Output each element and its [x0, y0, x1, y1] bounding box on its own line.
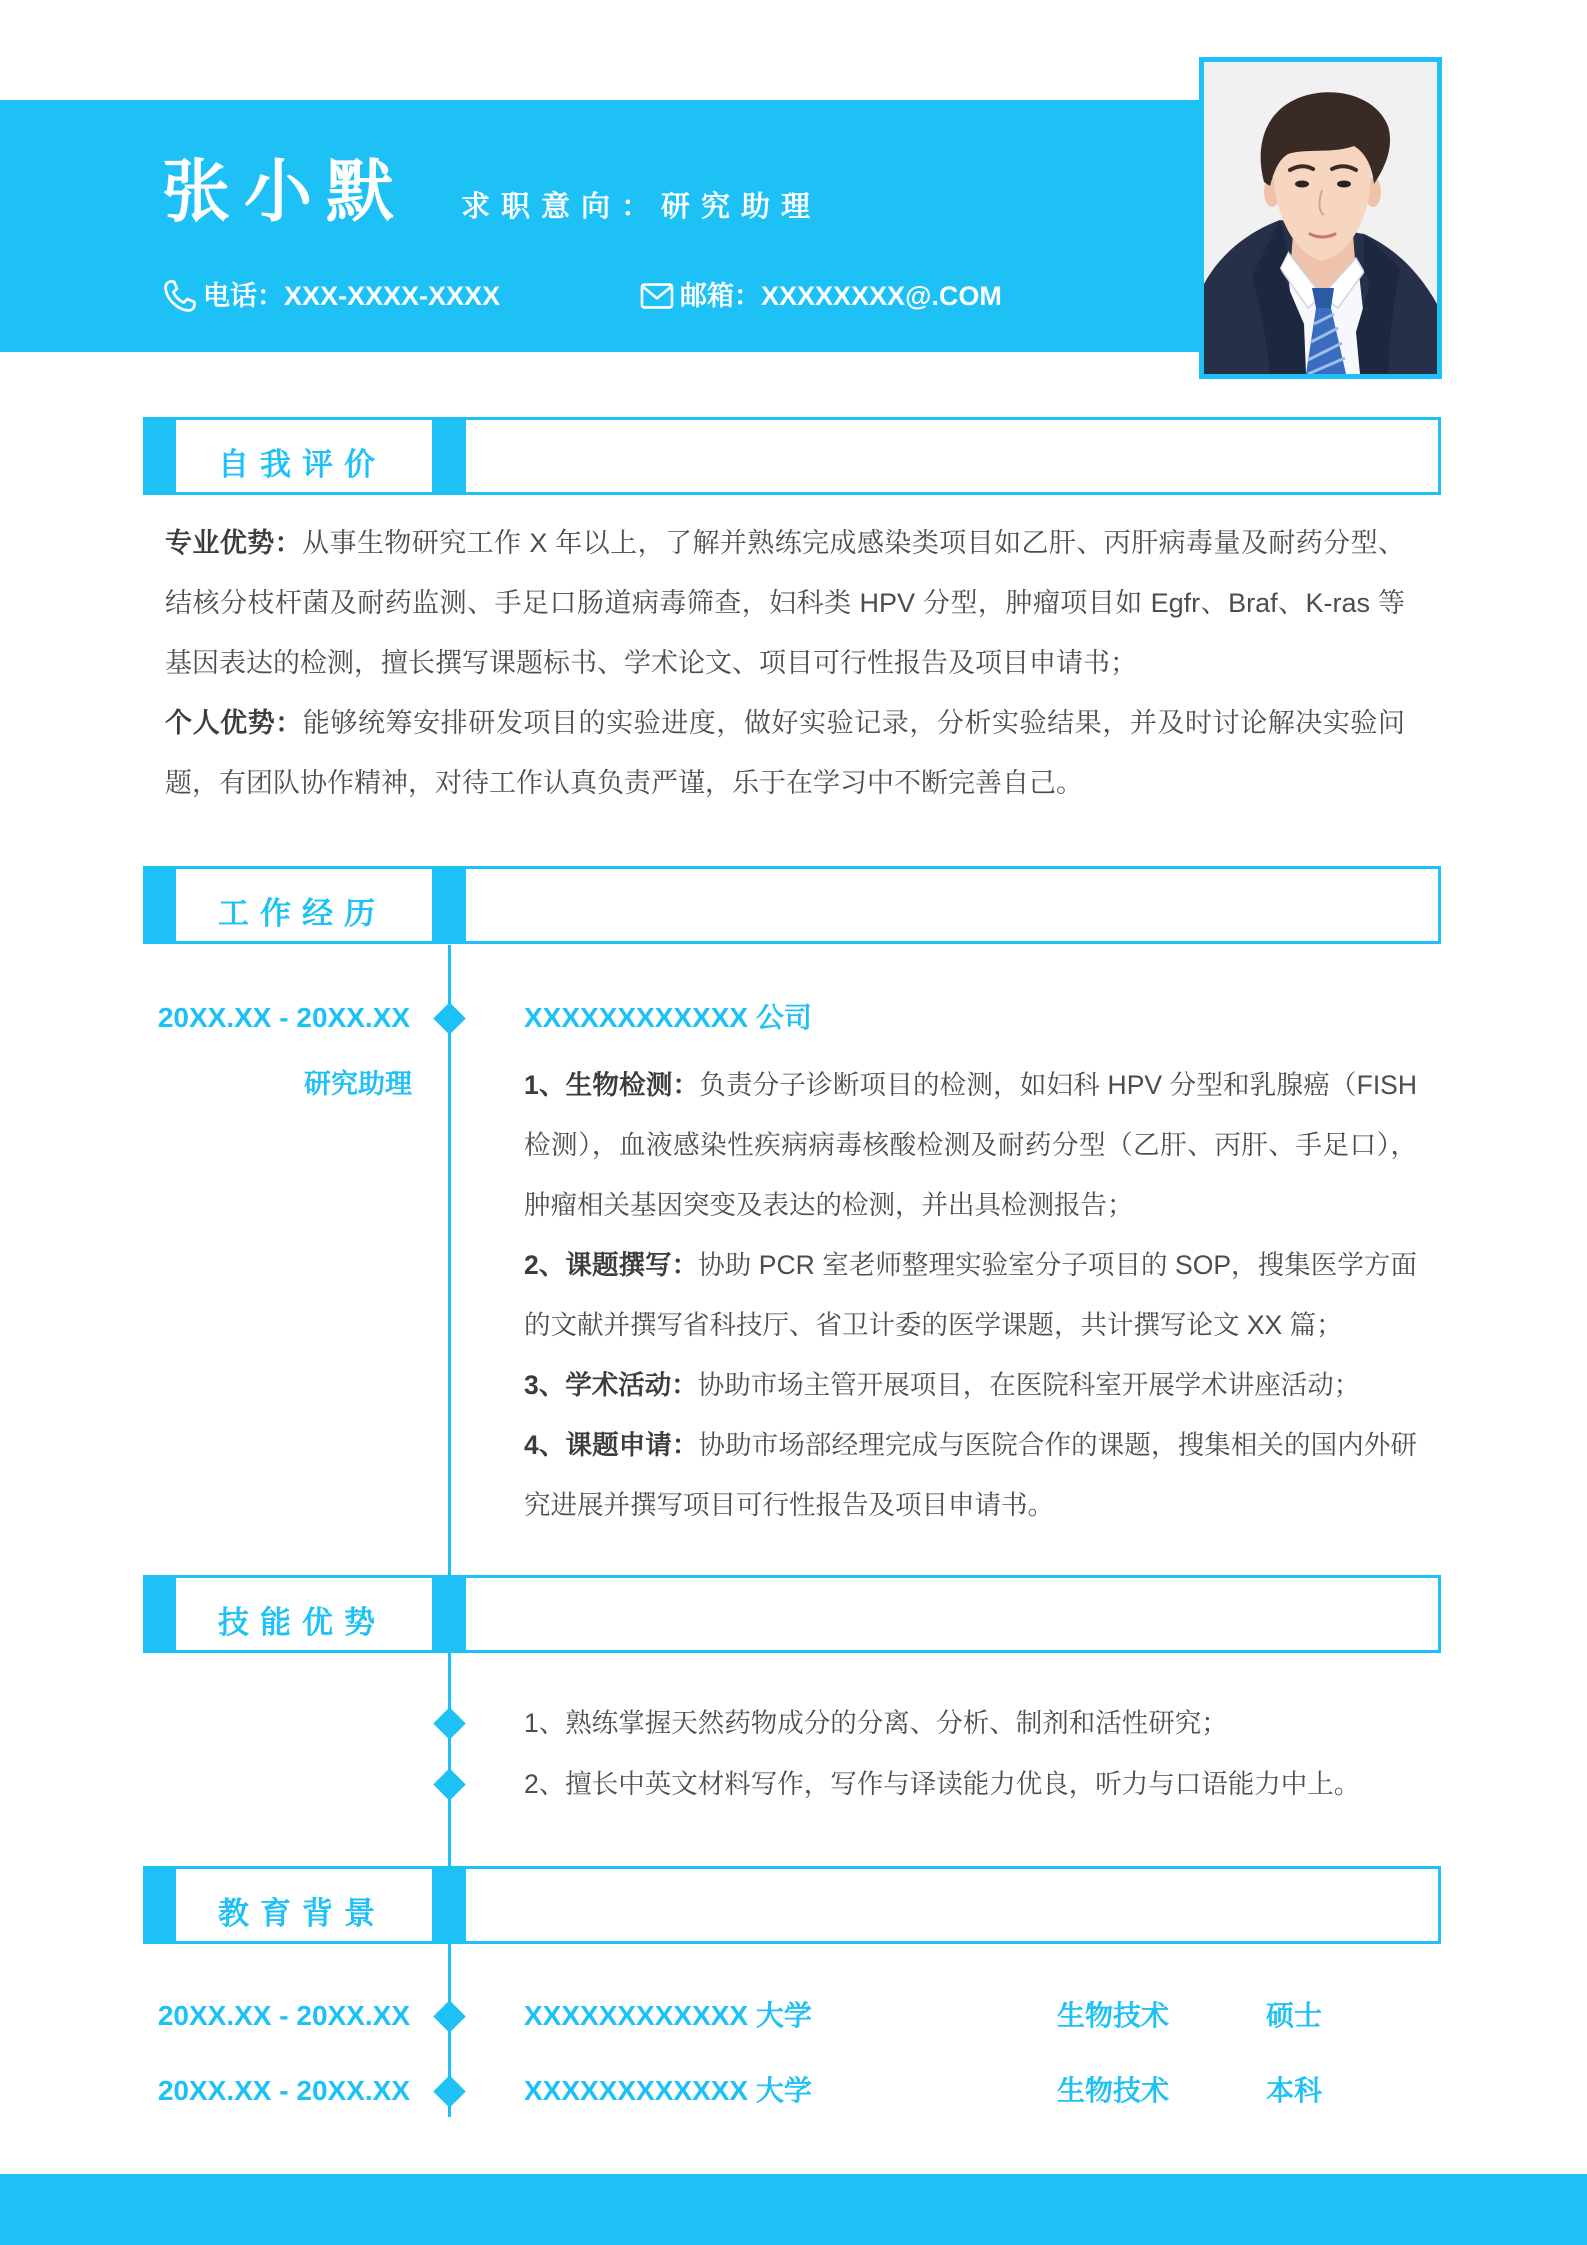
- paragraph-text: 能够统筹安排研发项目的实验进度，做好实验记录，分析实验结果，并及时讨论解决实验问题，有团队协作精神，对待工作认真负责严谨，乐于在学习中不断完善自己。: [165, 708, 1406, 798]
- section-header-education: [143, 1866, 1441, 1944]
- self-evaluation-paragraph: [165, 513, 1405, 693]
- paragraph-label: 专业优势：: [165, 528, 303, 558]
- portrait-illustration: [1204, 62, 1437, 374]
- paragraph-text: 从事生物研究工作 X 年以上，了解并熟练完成感染类项目如乙肝、丙肝病毒量及耐药分型、结核分枝杆菌及耐药监测、手足口肠道病毒筛查，妇科类 HPV 分型，肿瘤项目如 Egfr、Braf、K-ras 等基因表达的检测，擅长撰写课题标书、学术论文、项目可行性报告及项目申请书；: [165, 528, 1405, 678]
- education-school: XXXXXXXXXXXX 大学: [524, 2075, 812, 2106]
- education-major: 生物技术: [1057, 2075, 1170, 2106]
- footer-band: [0, 2174, 1587, 2245]
- section-header-skills: [143, 1575, 1441, 1653]
- timeline-diamond: [433, 1002, 466, 1035]
- duty-text: 协助市场部经理完成与医院合作的课题，搜集相关的国内外研究进展并撰写项目可行性报告及项目申请书。: [524, 1430, 1418, 1520]
- section-title: 自我评价: [218, 447, 386, 482]
- education-degree: 本科: [1266, 2075, 1323, 2106]
- job-objective-value: 研究助理: [661, 191, 822, 223]
- work-duties: [524, 1055, 1417, 1535]
- education-period: 20XX.XX - 20XX.XX: [157, 2000, 410, 2031]
- section-header-mid-bar: [432, 420, 466, 492]
- section-header-left-bar: [146, 1578, 176, 1650]
- section-title: 工作经历: [218, 896, 386, 931]
- duty-item: [524, 1355, 1417, 1415]
- section-title: 技能优势: [218, 1605, 386, 1640]
- duty-item: [524, 1055, 1417, 1235]
- duty-item: [524, 1415, 1417, 1535]
- eye-right: [1337, 181, 1351, 188]
- work-company: XXXXXXXXXXXX 公司: [524, 1002, 812, 1033]
- email-value: XXXXXXXX@.COM: [761, 281, 1002, 311]
- section-title: 教育背景: [218, 1896, 386, 1931]
- duty-text: 负责分子诊断项目的检测，如妇科 HPV 分型和乳腺癌（FISH 检测），血液感染性疾病病毒核酸检测及耐药分型（乙肝、丙肝、手足口），肿瘤相关基因突变及表达的检测，并出具检测报告；: [524, 1070, 1417, 1220]
- eye-left: [1295, 181, 1309, 188]
- email-contact: [639, 278, 1002, 314]
- phone-value: XXX-XXXX-XXXX: [284, 281, 501, 311]
- timeline-diamond: [433, 2000, 466, 2033]
- email-label: 邮箱：: [680, 281, 761, 311]
- phone-icon: [162, 278, 198, 314]
- phone-label: 电话：: [203, 281, 284, 311]
- envelope-icon: [639, 278, 675, 314]
- profile-photo: [1199, 57, 1442, 379]
- paragraph-label: 个人优势：: [165, 708, 303, 738]
- section-header-left-bar: [146, 1869, 176, 1941]
- timeline-diamond: [433, 1707, 466, 1740]
- education-school: XXXXXXXXXXXX 大学: [524, 2000, 812, 2031]
- skill-item: 2、擅长中英文材料写作，写作与译读能力优良，听力与口语能力中上。: [524, 1769, 1361, 1799]
- section-header-mid-bar: [432, 1578, 466, 1650]
- job-objective: [461, 193, 821, 222]
- candidate-name: 张小默: [162, 154, 409, 230]
- duty-label: 1、生物检测：: [524, 1070, 700, 1100]
- skills-list: [524, 1693, 1417, 1815]
- envelope-icon-graphic: [639, 278, 675, 314]
- timeline-diamond: [433, 1768, 466, 1801]
- education-degree: 硕士: [1266, 2000, 1323, 2031]
- section-header-left-bar: [146, 869, 176, 941]
- skill-item: 1、熟练掌握天然药物成分的分离、分析、制剂和活性研究；: [524, 1708, 1228, 1738]
- section-header-mid-bar: [432, 1869, 466, 1941]
- job-objective-label: 求职意向：: [461, 191, 662, 223]
- duty-label: 4、课题申请：: [524, 1430, 699, 1460]
- section-header-mid-bar: [432, 869, 466, 941]
- duty-label: 2、课题撰写：: [524, 1250, 699, 1280]
- duty-label: 3、学术活动：: [524, 1370, 698, 1400]
- phone-contact: [162, 278, 500, 314]
- work-role: 研究助理: [304, 1069, 412, 1099]
- self-evaluation-body: [165, 513, 1405, 813]
- phone-icon-graphic: [162, 278, 198, 314]
- self-evaluation-paragraph: [165, 693, 1405, 813]
- work-period: 20XX.XX - 20XX.XX: [157, 1002, 410, 1033]
- duty-item: [524, 1235, 1417, 1355]
- section-header-left-bar: [146, 420, 176, 492]
- timeline-diamond: [433, 2075, 466, 2108]
- education-period: 20XX.XX - 20XX.XX: [157, 2075, 410, 2106]
- duty-text: 协助市场主管开展项目，在医院科室开展学术讲座活动；: [697, 1370, 1361, 1400]
- section-header-work-experience: [143, 866, 1441, 944]
- education-major: 生物技术: [1057, 2000, 1170, 2031]
- duty-text: 协助 PCR 室老师整理实验室分子项目的 SOP，搜集医学方面的文献并撰写省科技厅、省卫计委的医学课题，共计撰写论文 XX 篇；: [524, 1250, 1417, 1340]
- section-header-self-evaluation: [143, 417, 1441, 495]
